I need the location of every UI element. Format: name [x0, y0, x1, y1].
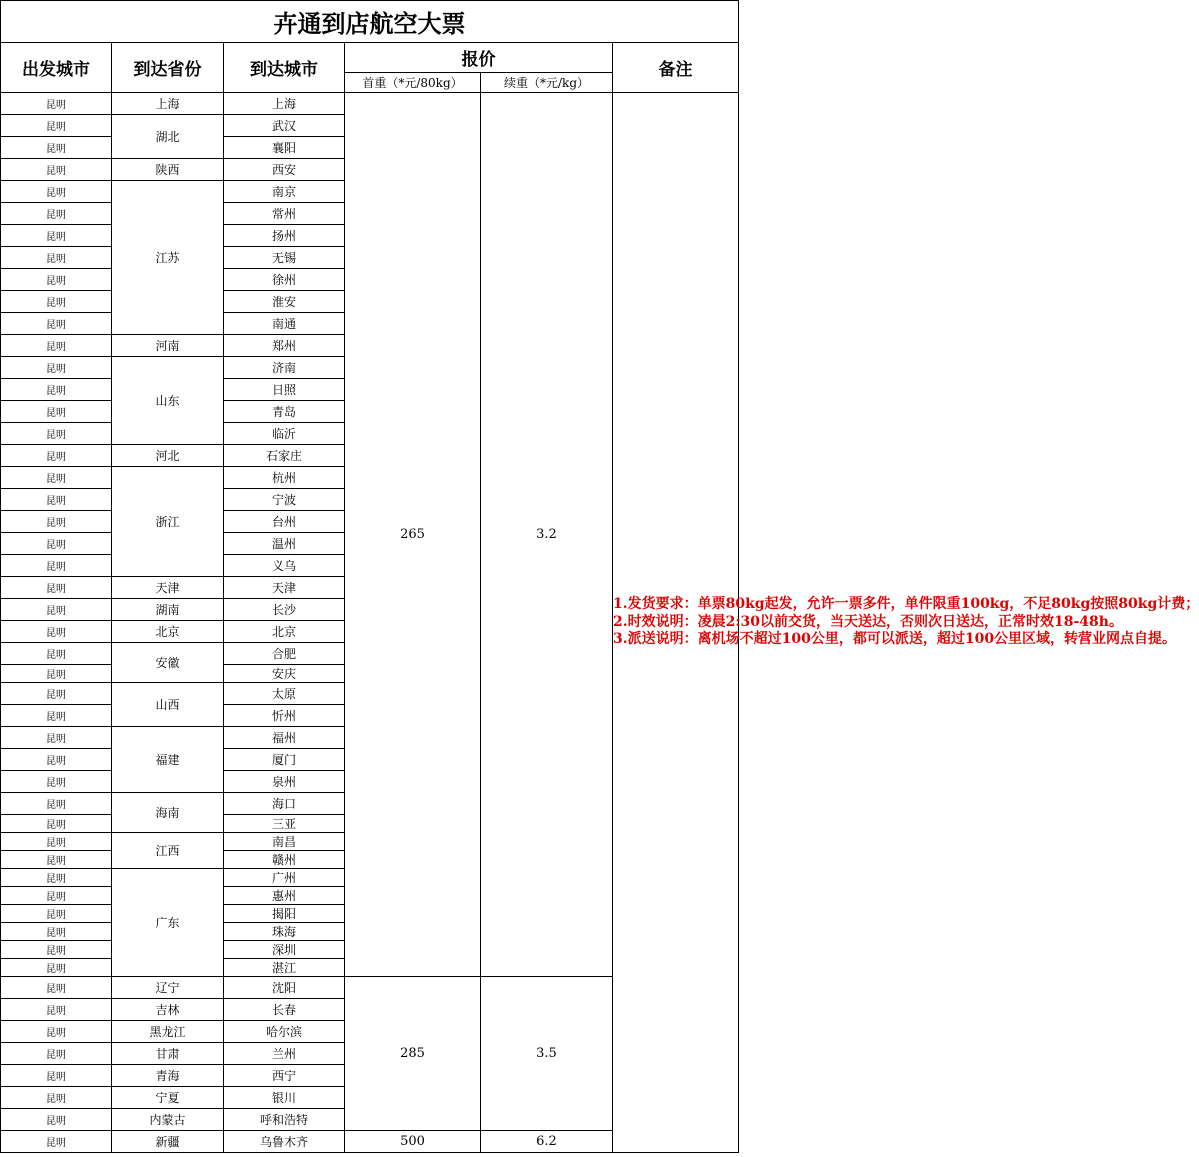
header-first-weight: 首重（*元/80kg）	[345, 73, 481, 93]
origin-city-cell: 昆明	[1, 771, 112, 793]
destination-city-cell: 合肥	[224, 643, 345, 665]
origin-city-cell: 昆明	[1, 115, 112, 137]
destination-province-cell: 海南	[112, 793, 224, 833]
destination-province-cell: 江苏	[112, 181, 224, 335]
origin-city-cell: 昆明	[1, 137, 112, 159]
destination-city-cell: 义乌	[224, 555, 345, 577]
origin-city-cell: 昆明	[1, 1021, 112, 1043]
origin-city-cell: 昆明	[1, 923, 112, 941]
destination-province-cell: 内蒙古	[112, 1109, 224, 1131]
destination-city-cell: 南京	[224, 181, 345, 203]
destination-province-cell: 陕西	[112, 159, 224, 181]
destination-city-cell: 海口	[224, 793, 345, 815]
origin-city-cell: 昆明	[1, 577, 112, 599]
origin-city-cell: 昆明	[1, 357, 112, 379]
destination-city-cell: 南昌	[224, 833, 345, 851]
remark-line: 1.发货要求：单票80kg起发，允许一票多件，单件限重100kg，不足80kg按照80kg计费；	[613, 596, 1199, 613]
origin-city-cell: 昆明	[1, 905, 112, 923]
destination-city-cell: 上海	[224, 93, 345, 115]
destination-city-cell: 济南	[224, 357, 345, 379]
destination-city-cell: 惠州	[224, 887, 345, 905]
origin-city-cell: 昆明	[1, 941, 112, 959]
origin-city-cell: 昆明	[1, 599, 112, 621]
origin-city-cell: 昆明	[1, 643, 112, 665]
origin-city-cell: 昆明	[1, 445, 112, 467]
origin-city-cell: 昆明	[1, 159, 112, 181]
origin-city-cell: 昆明	[1, 313, 112, 335]
destination-province-cell: 青海	[112, 1065, 224, 1087]
origin-city-cell: 昆明	[1, 1109, 112, 1131]
destination-city-cell: 常州	[224, 203, 345, 225]
destination-city-cell: 石家庄	[224, 445, 345, 467]
header-remark: 备注	[613, 43, 739, 93]
destination-city-cell: 揭阳	[224, 905, 345, 923]
origin-city-cell: 昆明	[1, 727, 112, 749]
destination-city-cell: 赣州	[224, 851, 345, 869]
origin-city-cell: 昆明	[1, 511, 112, 533]
origin-city-cell: 昆明	[1, 815, 112, 833]
destination-province-cell: 湖北	[112, 115, 224, 159]
destination-province-cell: 浙江	[112, 467, 224, 577]
destination-city-cell: 临沂	[224, 423, 345, 445]
origin-city-cell: 昆明	[1, 225, 112, 247]
destination-city-cell: 武汉	[224, 115, 345, 137]
extra-weight-price-cell: 6.2	[481, 1131, 613, 1153]
origin-city-cell: 昆明	[1, 683, 112, 705]
destination-city-cell: 襄阳	[224, 137, 345, 159]
destination-province-cell: 上海	[112, 93, 224, 115]
destination-province-cell: 新疆	[112, 1131, 224, 1153]
header-origin-city: 出发城市	[1, 43, 112, 93]
destination-province-cell: 黑龙江	[112, 1021, 224, 1043]
destination-province-cell: 河南	[112, 335, 224, 357]
remark-line: 3.派送说明：离机场不超过100公里，都可以派送，超过100公里区域，转营业网点自提。	[613, 631, 1177, 648]
destination-province-cell: 天津	[112, 577, 224, 599]
destination-city-cell: 宁波	[224, 489, 345, 511]
remark-line: 2.时效说明：凌晨2:30以前交货，当天送达，否则次日送达，正常时效18-48h。	[613, 613, 1123, 630]
origin-city-cell: 昆明	[1, 247, 112, 269]
destination-province-cell: 宁夏	[112, 1087, 224, 1109]
origin-city-cell: 昆明	[1, 379, 112, 401]
first-weight-price-cell: 285	[345, 977, 481, 1131]
destination-city-cell: 忻州	[224, 705, 345, 727]
origin-city-cell: 昆明	[1, 1065, 112, 1087]
origin-city-cell: 昆明	[1, 181, 112, 203]
destination-city-cell: 淮安	[224, 291, 345, 313]
destination-city-cell: 呼和浩特	[224, 1109, 345, 1131]
destination-province-cell: 北京	[112, 621, 224, 643]
origin-city-cell: 昆明	[1, 793, 112, 815]
origin-city-cell: 昆明	[1, 665, 112, 683]
origin-city-cell: 昆明	[1, 291, 112, 313]
origin-city-cell: 昆明	[1, 203, 112, 225]
destination-city-cell: 银川	[224, 1087, 345, 1109]
origin-city-cell: 昆明	[1, 999, 112, 1021]
header-price: 报价	[345, 43, 613, 73]
destination-city-cell: 广州	[224, 869, 345, 887]
origin-city-cell: 昆明	[1, 621, 112, 643]
destination-province-cell: 吉林	[112, 999, 224, 1021]
destination-city-cell: 台州	[224, 511, 345, 533]
origin-city-cell: 昆明	[1, 269, 112, 291]
destination-province-cell: 湖南	[112, 599, 224, 621]
origin-city-cell: 昆明	[1, 705, 112, 727]
destination-province-cell: 福建	[112, 727, 224, 793]
destination-city-cell: 厦门	[224, 749, 345, 771]
destination-city-cell: 珠海	[224, 923, 345, 941]
origin-city-cell: 昆明	[1, 489, 112, 511]
destination-province-cell: 山东	[112, 357, 224, 445]
destination-city-cell: 深圳	[224, 941, 345, 959]
destination-city-cell: 太原	[224, 683, 345, 705]
destination-city-cell: 北京	[224, 621, 345, 643]
destination-city-cell: 西安	[224, 159, 345, 181]
origin-city-cell: 昆明	[1, 555, 112, 577]
destination-city-cell: 福州	[224, 727, 345, 749]
destination-city-cell: 徐州	[224, 269, 345, 291]
origin-city-cell: 昆明	[1, 977, 112, 999]
destination-city-cell: 日照	[224, 379, 345, 401]
origin-city-cell: 昆明	[1, 401, 112, 423]
destination-province-cell: 辽宁	[112, 977, 224, 999]
destination-city-cell: 长沙	[224, 599, 345, 621]
first-weight-price-cell: 500	[345, 1131, 481, 1153]
destination-city-cell: 西宁	[224, 1065, 345, 1087]
destination-city-cell: 温州	[224, 533, 345, 555]
table-row	[1, 93, 739, 115]
destination-city-cell: 泉州	[224, 771, 345, 793]
origin-city-cell: 昆明	[1, 1131, 112, 1153]
destination-province-cell: 江西	[112, 833, 224, 869]
destination-city-cell: 长春	[224, 999, 345, 1021]
destination-province-cell: 甘肃	[112, 1043, 224, 1065]
extra-weight-price-cell: 3.5	[481, 977, 613, 1131]
origin-city-cell: 昆明	[1, 533, 112, 555]
origin-city-cell: 昆明	[1, 887, 112, 905]
origin-city-cell: 昆明	[1, 467, 112, 489]
destination-city-cell: 湛江	[224, 959, 345, 977]
destination-city-cell: 三亚	[224, 815, 345, 833]
destination-province-cell: 山西	[112, 683, 224, 727]
sheet-title: 卉通到店航空大票	[1, 1, 739, 43]
destination-city-cell: 郑州	[224, 335, 345, 357]
origin-city-cell: 昆明	[1, 749, 112, 771]
origin-city-cell: 昆明	[1, 423, 112, 445]
destination-city-cell: 杭州	[224, 467, 345, 489]
header-extra-weight: 续重（*元/kg）	[481, 73, 613, 93]
origin-city-cell: 昆明	[1, 869, 112, 887]
origin-city-cell: 昆明	[1, 1043, 112, 1065]
destination-city-cell: 乌鲁木齐	[224, 1131, 345, 1153]
destination-province-cell: 河北	[112, 445, 224, 467]
remark-cell	[613, 93, 1199, 1153]
destination-province-cell: 广东	[112, 869, 224, 977]
destination-city-cell: 安庆	[224, 665, 345, 683]
destination-province-cell: 安徽	[112, 643, 224, 683]
header-destination-city: 到达城市	[224, 43, 345, 93]
origin-city-cell: 昆明	[1, 93, 112, 115]
origin-city-cell: 昆明	[1, 851, 112, 869]
origin-city-cell: 昆明	[1, 959, 112, 977]
origin-city-cell: 昆明	[1, 335, 112, 357]
extra-weight-price-cell: 3.2	[481, 93, 613, 977]
header-destination-province: 到达省份	[112, 43, 224, 93]
destination-city-cell: 兰州	[224, 1043, 345, 1065]
first-weight-price-cell: 265	[345, 93, 481, 977]
destination-city-cell: 沈阳	[224, 977, 345, 999]
destination-city-cell: 南通	[224, 313, 345, 335]
destination-city-cell: 无锡	[224, 247, 345, 269]
destination-city-cell: 哈尔滨	[224, 1021, 345, 1043]
destination-city-cell: 青岛	[224, 401, 345, 423]
destination-city-cell: 扬州	[224, 225, 345, 247]
origin-city-cell: 昆明	[1, 1087, 112, 1109]
destination-city-cell: 天津	[224, 577, 345, 599]
origin-city-cell: 昆明	[1, 833, 112, 851]
